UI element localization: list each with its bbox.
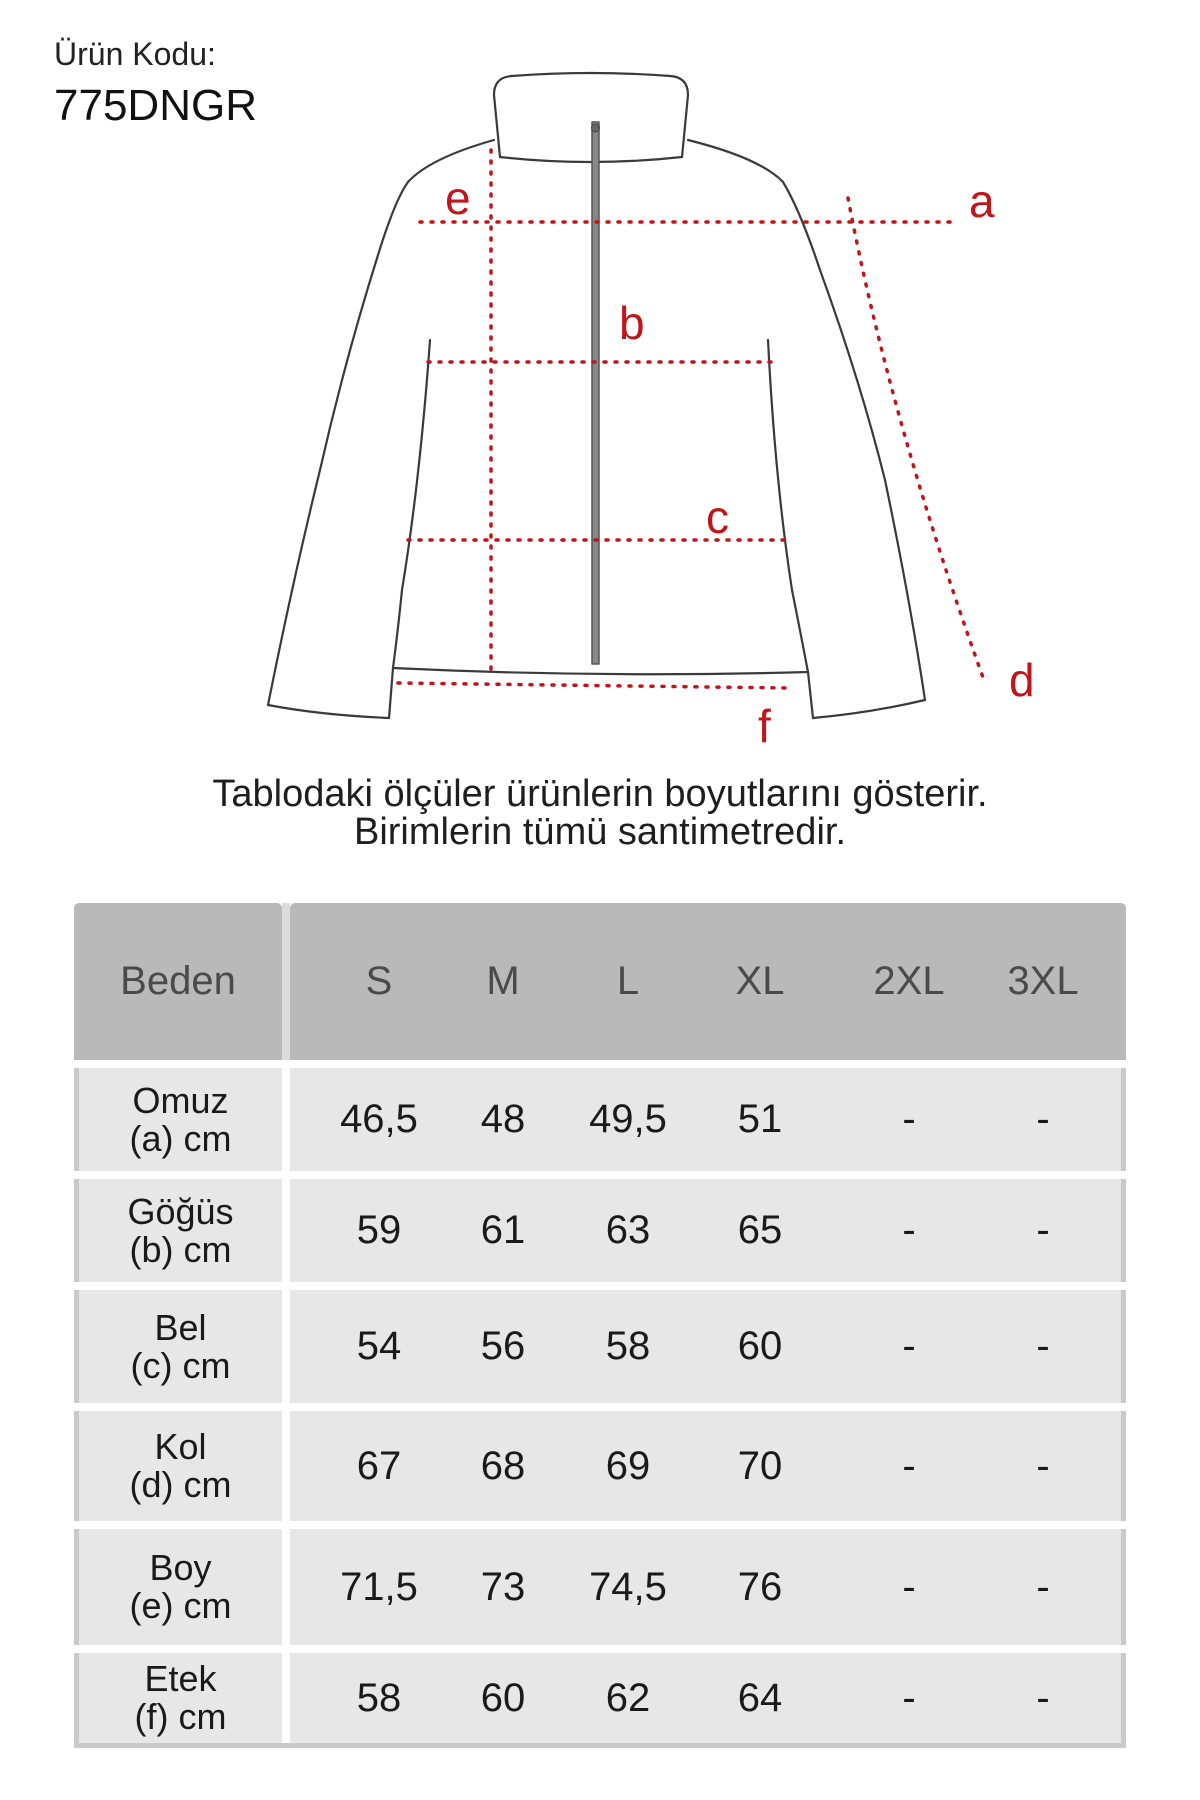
row-name: Bel [154,1306,207,1348]
table-cell: - [1036,1564,1050,1609]
table-cell: 59 [356,1208,402,1252]
product-code-value: 775DNGR [54,81,257,130]
measurement-note [0,775,1200,851]
row-name: Kol [154,1426,207,1467]
table-row [74,1529,1126,1645]
table-cell: 61 [480,1208,526,1252]
table-cell: - [1036,1097,1050,1141]
row-unit: (a) cm [129,1117,232,1159]
table-cell: - [902,1564,916,1609]
header-size: M [486,959,520,1003]
table-cell: - [1036,1675,1050,1720]
table-cell: - [902,1443,916,1488]
header-size: S [365,959,393,1003]
header-size: 2XL [873,959,945,1003]
header-divider [282,903,290,1060]
table-cell: 48 [480,1097,526,1141]
table-cell: 54 [356,1324,402,1368]
row-name: Boy [149,1547,212,1588]
column-divider [282,1068,290,1171]
table-cell: 63 [605,1208,651,1252]
row-unit: (d) cm [129,1464,232,1505]
table-row [74,1068,1126,1171]
table-cell: 67 [356,1443,402,1488]
product-code-label: Ürün Kodu: [54,36,216,72]
label-c: c [706,491,729,543]
row-label [74,1290,282,1403]
row-label [74,1529,282,1645]
table-cell: 49,5 [589,1097,667,1141]
label-a: a [969,175,995,227]
column-divider [282,1290,290,1403]
row-label [74,1411,282,1521]
table-row [74,1653,1126,1743]
jacket-outline-icon [0,0,1200,760]
row-name: Göğüs [127,1190,234,1232]
table-cell: 62 [605,1675,651,1720]
table-cell: 76 [737,1564,783,1609]
row-label [74,1179,282,1282]
table-cell: 56 [480,1324,526,1368]
row-unit: (f) cm [134,1696,227,1737]
row-unit: (b) cm [129,1228,232,1270]
size-table [74,903,1126,1748]
table-cell: 70 [737,1443,783,1488]
note-line-2: Birimlerin tümü santimetredir. [353,811,847,853]
table-cell: - [902,1675,916,1720]
row-unit: (e) cm [129,1585,232,1626]
table-cell: 65 [737,1208,783,1252]
table-cell: 69 [605,1443,651,1488]
row-divider [74,1060,1126,1068]
jacket-measurement-diagram [0,0,1200,760]
table-cell: - [902,1324,916,1368]
row-divider [74,1521,1126,1529]
table-cell: 58 [605,1324,651,1368]
label-e: e [445,172,471,224]
table-cell: 51 [737,1097,783,1141]
row-label [74,1068,282,1171]
row-divider [74,1171,1126,1179]
row-name: Etek [144,1658,217,1699]
column-divider [282,1653,290,1743]
table-cell: 46,5 [340,1097,418,1141]
row-divider [74,1645,1126,1653]
note-line-1: Tablodaki ölçüler ürünlerin boyutlarını gösterir. [212,773,988,815]
label-f: f [758,700,771,752]
row-name: Omuz [132,1079,229,1121]
table-cell: 68 [480,1443,526,1488]
header-size: XL [735,959,785,1003]
table-cell: - [902,1208,916,1252]
table-row [74,1411,1126,1521]
label-d: d [1009,654,1035,706]
column-divider [282,1411,290,1521]
header-size: 3XL [1007,959,1079,1003]
table-row [74,1179,1126,1282]
table-cell: 73 [480,1564,526,1609]
table-cell: - [1036,1324,1050,1368]
row-divider [74,1282,1126,1290]
table-cell: - [1036,1208,1050,1252]
row-divider [74,1403,1126,1411]
table-row [74,1290,1126,1403]
column-divider [282,1529,290,1645]
header-size: L [616,959,640,1003]
label-b: b [619,297,645,349]
table-cell: 58 [356,1675,402,1720]
column-divider [282,1179,290,1282]
table-cell: - [1036,1443,1050,1488]
table-cell: 60 [737,1324,783,1368]
table-cell: 71,5 [340,1564,418,1609]
header-beden: Beden [120,959,236,1003]
table-cell: 64 [737,1675,783,1720]
table-bottom-border [74,1743,1126,1748]
row-unit: (c) cm [130,1344,231,1386]
table-cell: 74,5 [589,1564,667,1609]
table-cell: - [902,1097,916,1141]
table-cell: 60 [480,1675,526,1720]
row-label [74,1653,282,1743]
